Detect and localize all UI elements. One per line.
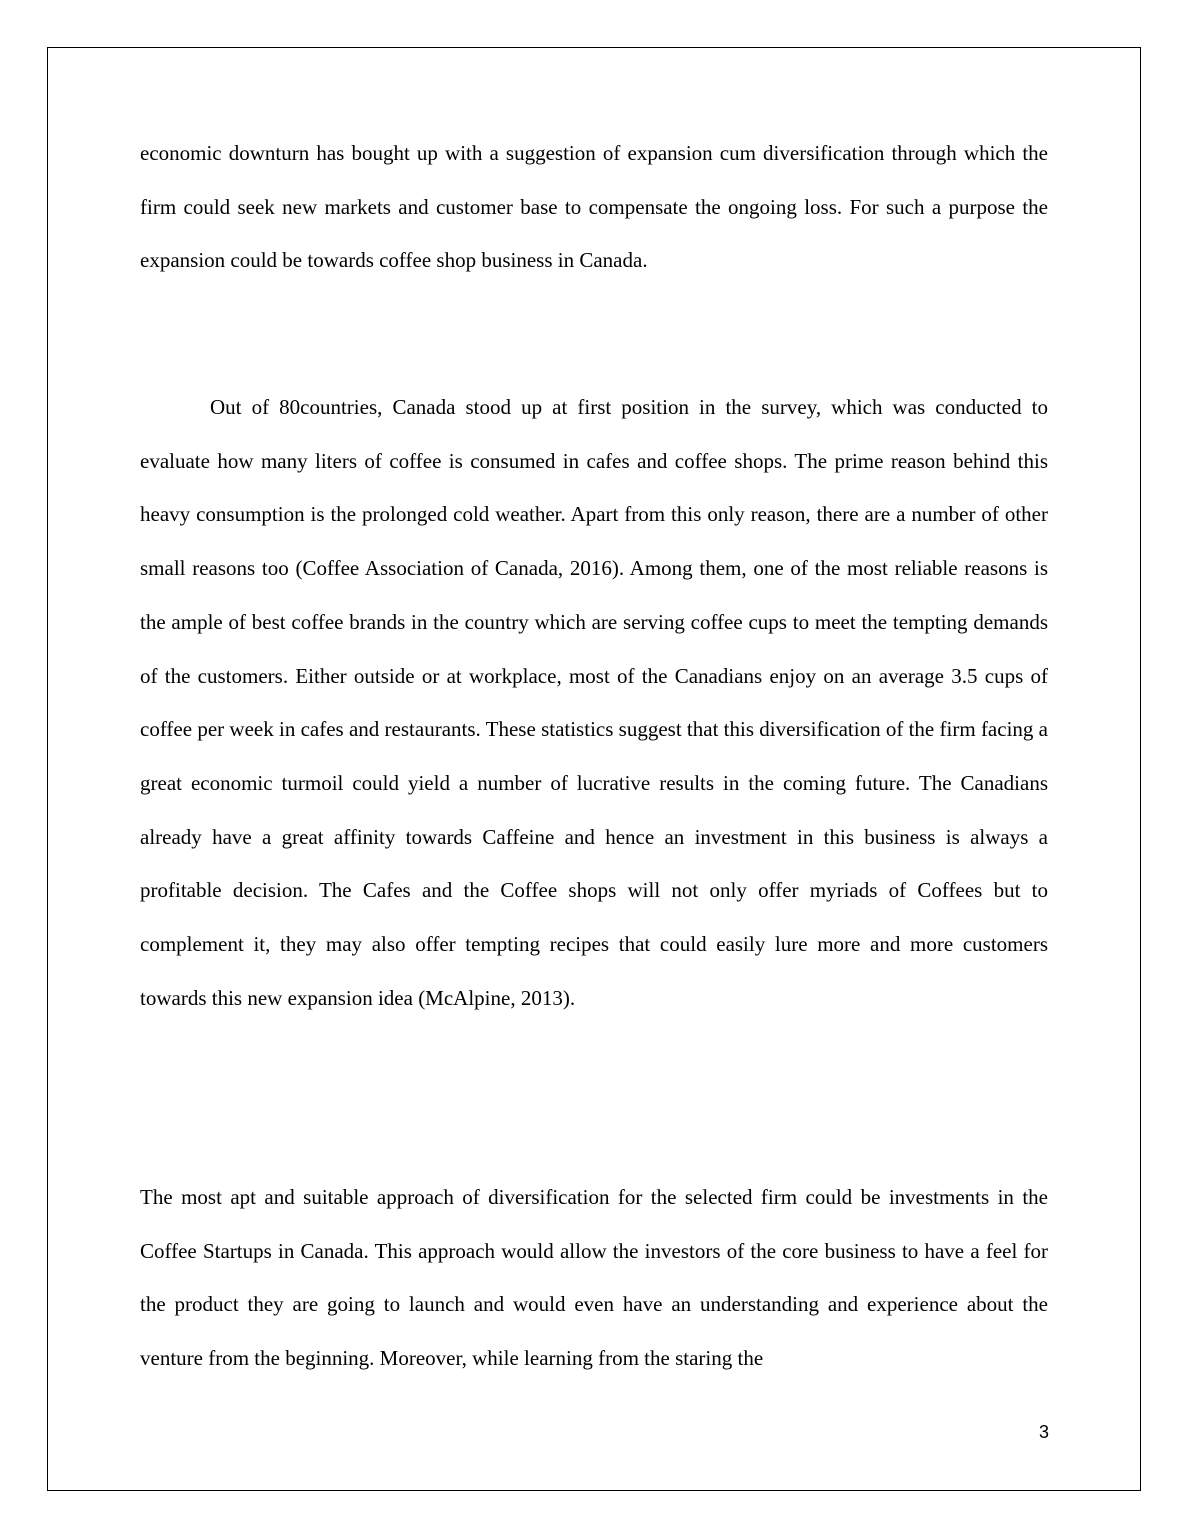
paragraph-canada-coffee: Out of 80countries, Canada stood up at first position in the survey, which was conducted to evaluate how many liters of coffee is consumed in cafes and coffee shops. The prime reason behind this heavy consumption is the prolonged cold weather. Apart from this only reason, there are a number of other small reasons too (Coffee Association of Canada, 2016). Among them, one of the most reliable reasons is the ample of best coffee brands in the country which are serving coffee cups to meet the tempting demands of the customers. Either outside or at workplace, most of the Canadians enjoy on an average 3.5 cups of coffee per week in cafes and restaurants. These statistics suggest that this diversification of the firm facing a great economic turmoil could yield a number of lucrative results in the coming future. The Canadians already have a great affinity towards Caffeine and hence an investment in this business is always a profitable decision. The Cafes and the Coffee shops will not only offer myriads of Coffees but to complement it, they may also offer tempting recipes that could easily lure more and more customers towards this new expansion idea (McAlpine, 2013). [140,395,1048,1010]
paragraph-continued: economic downturn has bought up with a suggestion of expansion cum diversification through which the firm could seek new markets and customer base to compensate the ongoing loss. For such a purpose the expansion could be towards coffee shop business in Canada. [140,141,1048,273]
page-number: 3 [1038,1422,1049,1442]
paragraph-diversification-approach: The most apt and suitable approach of diversification for the selected firm could be investments in the Coffee Startups in Canada. This approach would allow the investors of the core business to have a feel for the product they are going to launch and would even have an understanding and experience about the venture from the beginning. Moreover, while learning from the staring the [140,1185,1048,1371]
